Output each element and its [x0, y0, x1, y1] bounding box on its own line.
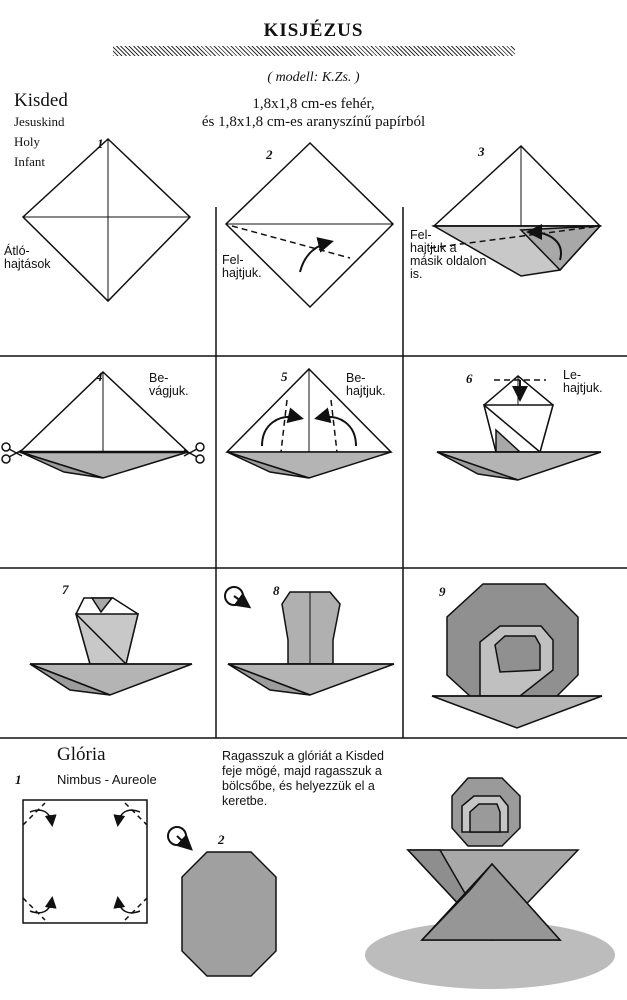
section1-name-en1: Holy [14, 134, 40, 149]
step5-label: Be- hajtjuk. [346, 371, 386, 398]
step2-label: Fel- hajtjuk. [222, 253, 262, 280]
step-number-6: 6 [466, 371, 473, 386]
gloria-step1-diagram [23, 800, 147, 923]
step-number-8: 8 [273, 583, 280, 598]
step1-label: Átló- hajtások [4, 244, 51, 271]
page-title: KISJÉZUS [263, 20, 364, 41]
section1-name: Kisded [14, 90, 68, 111]
step1-diagram [23, 139, 190, 301]
step3-label: Fel- hajtjuk a másik oldalon is. [410, 228, 487, 281]
section1-name-de: Jesuskind [14, 114, 65, 129]
step4-label: Be- vágjuk. [149, 371, 189, 398]
step-number-2: 2 [266, 147, 273, 162]
step-number-4: 4 [96, 369, 103, 384]
step8-diagram [225, 587, 394, 695]
gloria-step2-diagram [182, 852, 276, 976]
final-assembly-diagram [365, 778, 615, 989]
section1-name-en2: Infant [14, 154, 46, 169]
model-credit: ( modell: K.Zs. ) [267, 70, 360, 85]
step7-diagram [30, 598, 192, 695]
step-number-5: 5 [281, 369, 288, 384]
section2-subtitle: Nimbus - Aureole [57, 772, 157, 787]
paper-spec-line2: és 1,8x1,8 cm-es aranyszínű papírból [201, 114, 426, 130]
step-number-1: 1 [97, 136, 104, 151]
step6-label: Le- hajtjuk. [563, 368, 603, 395]
gloria-step-number-2: 2 [218, 832, 225, 847]
paper-spec-line1: 1,8x1,8 cm-es fehér, [252, 96, 375, 112]
turn-over-icon-2 [168, 827, 190, 848]
step2-diagram [226, 143, 393, 307]
turn-over-icon [225, 587, 248, 606]
step9-diagram [432, 584, 602, 728]
step-number-7: 7 [62, 582, 69, 597]
step-number-3: 3 [478, 144, 485, 159]
step-number-9: 9 [439, 584, 446, 599]
gloria-step-number-1: 1 [15, 772, 22, 787]
scissors-icon-left [2, 443, 22, 463]
assembly-note: Ragasszuk a glóriát a Kisded feje mögé, majd ragasszuk a bölcsőbe, és helyezzük el a keretbe. [222, 749, 384, 808]
section2-name: Glória [57, 744, 106, 765]
